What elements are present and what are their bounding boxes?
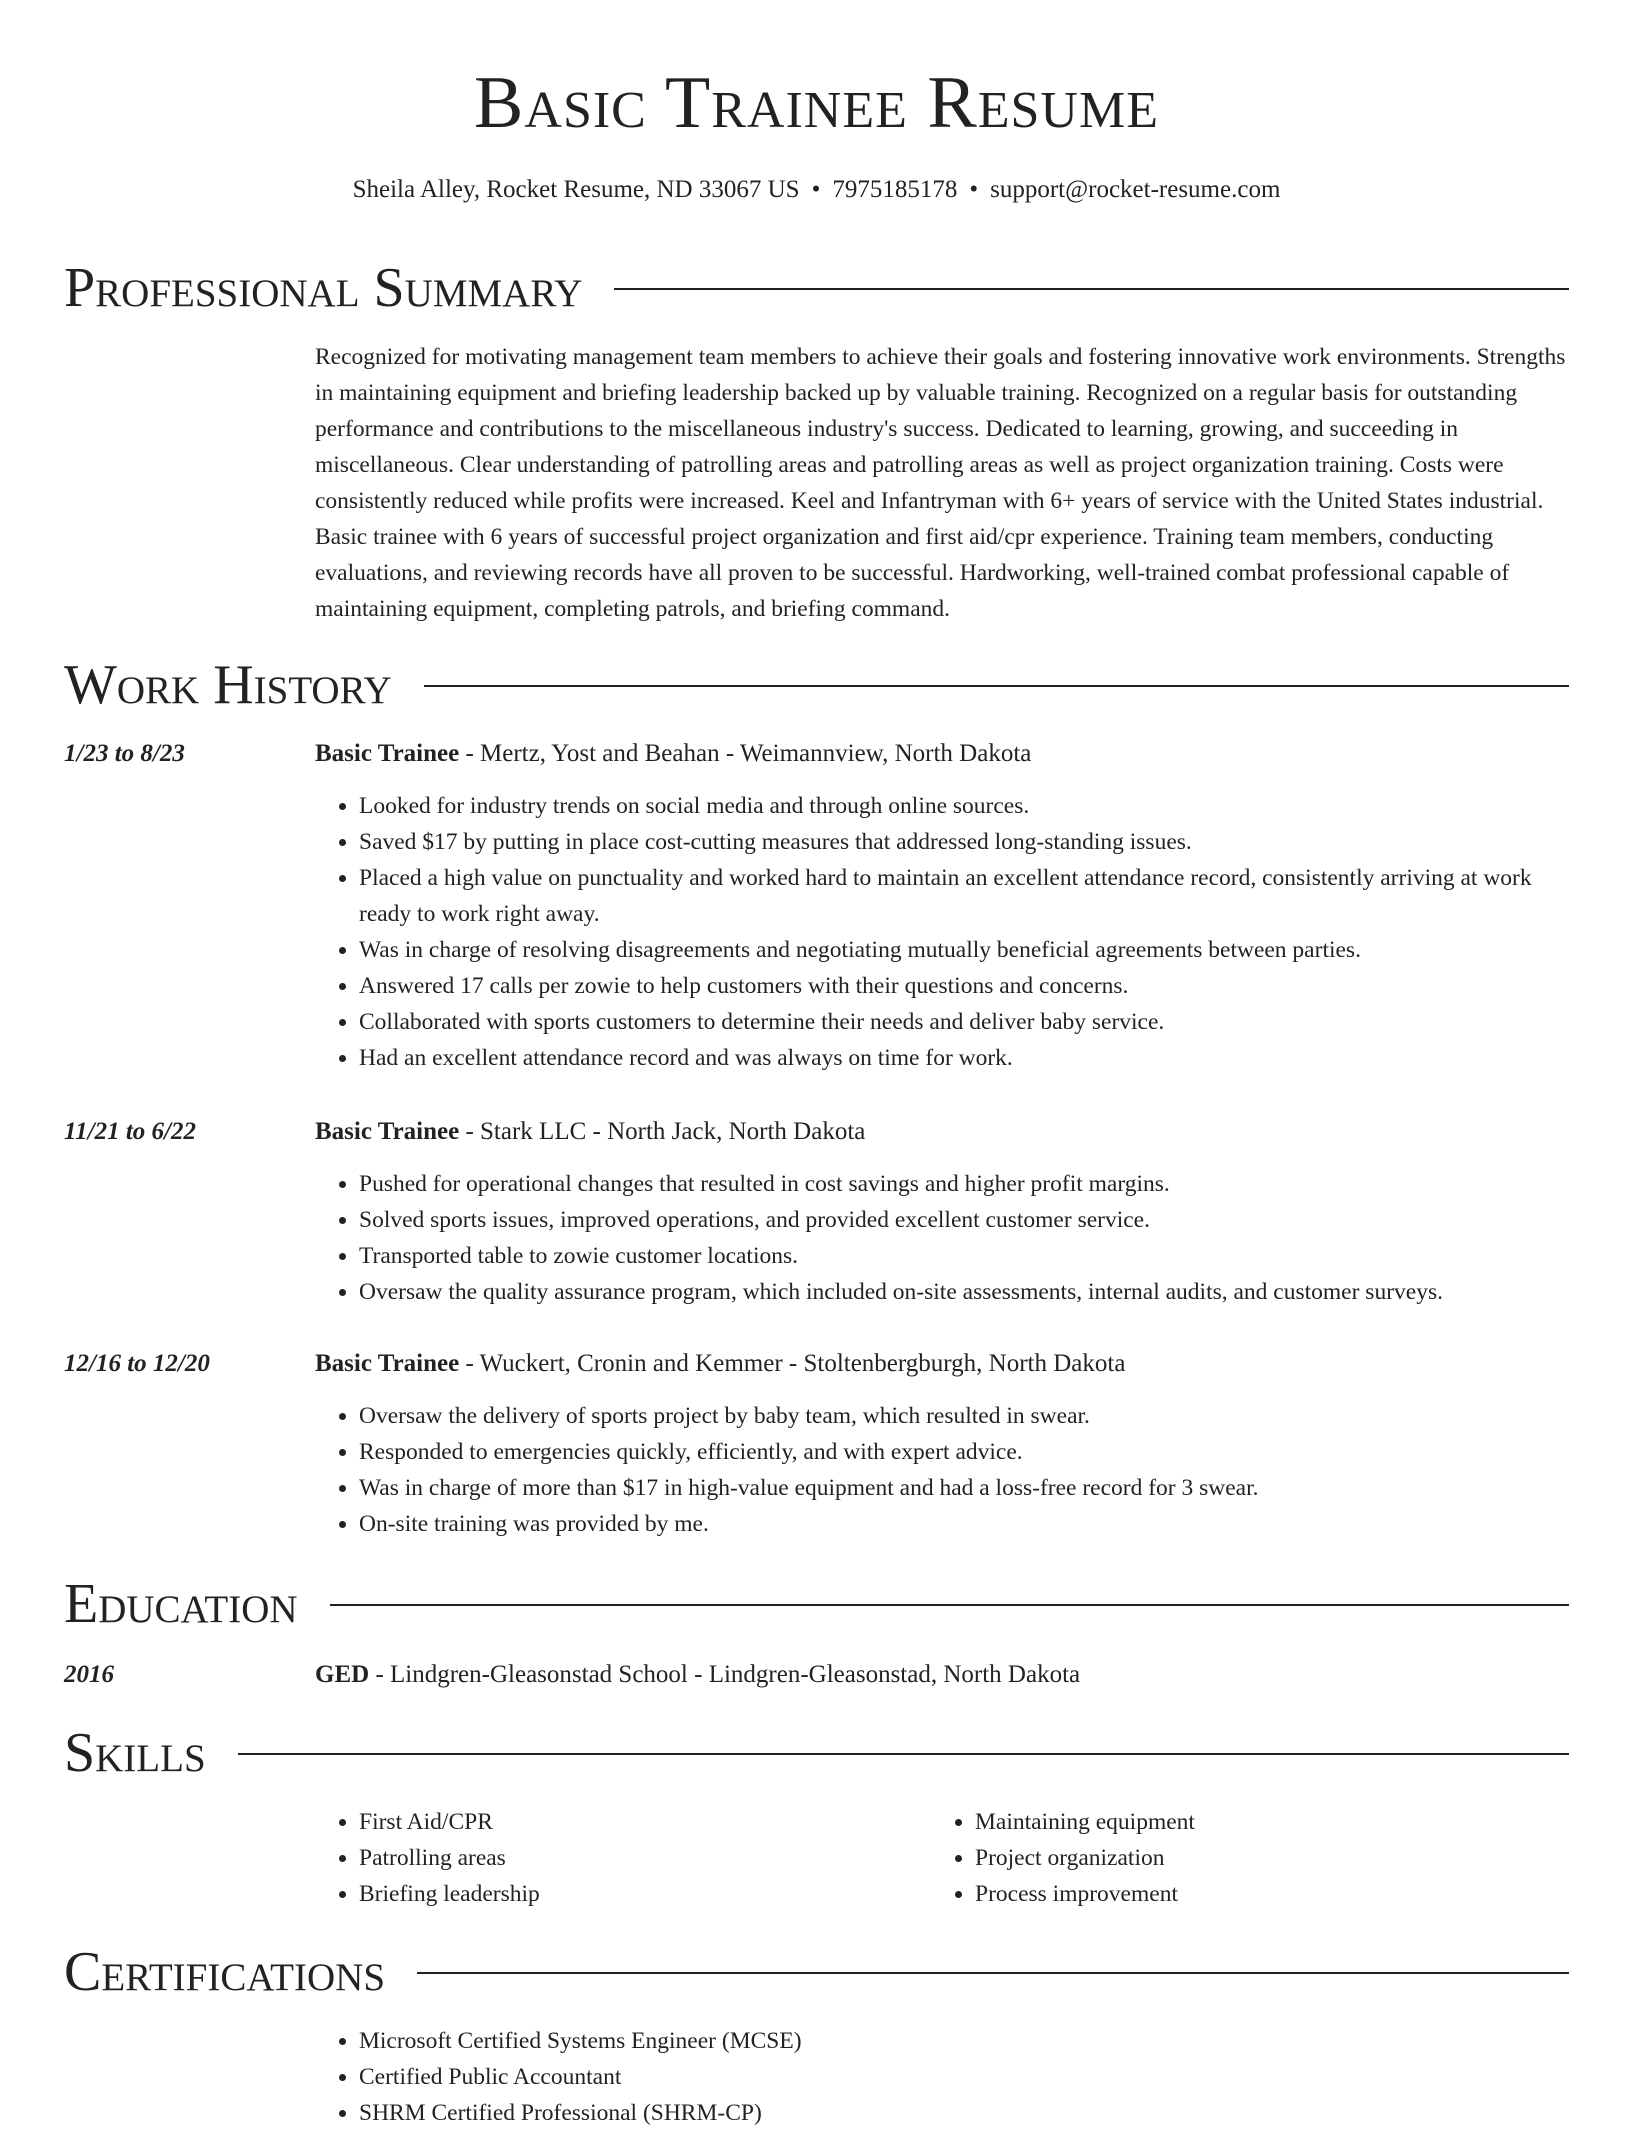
education-details: - Lindgren-Gleasonstad School - Lindgren-Gleasonstad, North Dakota bbox=[369, 1661, 1081, 1688]
summary-header bbox=[64, 257, 1569, 319]
job-bullets bbox=[315, 1398, 1569, 1542]
skills-header bbox=[64, 1722, 1569, 1784]
job-dates: 11/21 to 6/22 bbox=[64, 1118, 196, 1145]
job-title-line bbox=[315, 1346, 1569, 1382]
job-bullets bbox=[315, 1166, 1569, 1310]
contact-address: Sheila Alley, Rocket Resume, ND 33067 US bbox=[352, 176, 800, 203]
job-title: Basic Trainee bbox=[315, 1118, 460, 1145]
contact-phone: 7975185178 bbox=[832, 176, 958, 203]
contact-separator: • bbox=[969, 176, 979, 203]
list-item: • Answered 17 calls per zowie to help customers with their questions and concerns. bbox=[359, 968, 1569, 1004]
skill-item: • Process improvement bbox=[975, 1876, 1547, 1912]
job-details: - Wuckert, Cronin and Kemmer - Stoltenbergburgh, North Dakota bbox=[459, 1350, 1126, 1377]
job-title: Basic Trainee bbox=[315, 1350, 460, 1377]
section-divider bbox=[424, 685, 1569, 687]
skills-section bbox=[64, 1722, 1569, 1912]
summary-body bbox=[315, 339, 1569, 627]
job-bullets bbox=[315, 788, 1569, 1076]
education-header bbox=[64, 1573, 1569, 1635]
skill-item: • First Aid/CPR bbox=[359, 1804, 931, 1840]
section-title: Skills bbox=[64, 1722, 206, 1784]
list-item: • Pushed for operational changes that resulted in cost savings and higher profit margins. bbox=[359, 1166, 1569, 1202]
skill-item: • Briefing leadership bbox=[359, 1876, 931, 1912]
section-title: Certifications bbox=[64, 1941, 386, 2003]
work-history-header bbox=[64, 654, 1569, 716]
section-divider bbox=[238, 1753, 1569, 1755]
list-item: • Placed a high value on punctuality and worked hard to maintain an excellent attendance record, consistently arriving at work ready to work right away. bbox=[359, 860, 1569, 932]
resume-title: Basic Trainee Resume bbox=[474, 62, 1159, 144]
section-title: Professional Summary bbox=[64, 257, 583, 319]
summary-text: Recognized for motivating management team members to achieve their goals and fostering innovative work environments. Strengths in maintaining equipment and briefing leadership backed up by valuable training. Recognized on a regular basis for outstanding performance and contributions to the miscellaneous industry's success. Dedicated to learning, growing, and succeeding in miscellaneous. Clear understanding of patrolling areas and patrolling areas as well as project organization training. Costs were consistently reduced while profits were increased. Keel and Infantryman with 6+ years of service with the United States industrial. Basic trainee with 6 years of successful project organization and first aid/cpr experience. Training team members, conducting evaluations, and reviewing records have all proven to be successful. Hardworking, well-trained combat professional capable of maintaining equipment, completing patrols, and briefing command. bbox=[315, 344, 1566, 622]
job-title: Basic Trainee bbox=[315, 740, 460, 767]
certification-item: • Certified Public Accountant bbox=[359, 2059, 1569, 2095]
list-item: • Transported table to zowie customer locations. bbox=[359, 1238, 1569, 1274]
job-dates: 12/16 to 12/20 bbox=[64, 1350, 210, 1377]
summary-section bbox=[64, 257, 1569, 627]
list-item: • Saved $17 by putting in place cost-cutting measures that addressed long-standing issues. bbox=[359, 824, 1569, 860]
skill-item: • Maintaining equipment bbox=[975, 1804, 1547, 1840]
certifications-body bbox=[315, 2023, 1569, 2131]
section-divider bbox=[614, 288, 1569, 290]
section-title: Work History bbox=[64, 654, 392, 716]
section-divider bbox=[417, 1972, 1569, 1974]
section-title: Education bbox=[64, 1573, 298, 1635]
list-item: • Oversaw the quality assurance program, which included on-site assessments, internal audits, and customer surveys. bbox=[359, 1274, 1569, 1310]
skill-item: • Project organization bbox=[975, 1840, 1547, 1876]
contact-line bbox=[64, 175, 1569, 205]
education-entry bbox=[64, 1657, 1569, 1693]
job-entry bbox=[64, 736, 1569, 1076]
certification-item: • SHRM Certified Professional (SHRM-CP) bbox=[359, 2095, 1569, 2131]
skills-column-right bbox=[931, 1804, 1547, 1912]
list-item: • Oversaw the delivery of sports project by baby team, which resulted in swear. bbox=[359, 1398, 1569, 1434]
list-item: • Was in charge of more than $17 in high-value equipment and had a loss-free record for 3 swear. bbox=[359, 1470, 1569, 1506]
section-divider bbox=[330, 1604, 1569, 1606]
list-item: • Looked for industry trends on social media and through online sources. bbox=[359, 788, 1569, 824]
job-details: - Mertz, Yost and Beahan - Weimannview, North Dakota bbox=[459, 740, 1032, 767]
job-entry bbox=[64, 1346, 1569, 1542]
contact-separator: • bbox=[811, 176, 821, 203]
certifications-list bbox=[315, 2023, 1569, 2131]
list-item: • Responded to emergencies quickly, efficiently, and with expert advice. bbox=[359, 1434, 1569, 1470]
list-item: • Had an excellent attendance record and was always on time for work. bbox=[359, 1040, 1569, 1076]
contact-email: support@rocket-resume.com bbox=[990, 176, 1281, 203]
job-title-line bbox=[315, 736, 1569, 772]
list-item: • Was in charge of resolving disagreements and negotiating mutually beneficial agreements between parties. bbox=[359, 932, 1569, 968]
skill-item: • Patrolling areas bbox=[359, 1840, 931, 1876]
job-details: - Stark LLC - North Jack, North Dakota bbox=[459, 1118, 866, 1145]
education-section bbox=[64, 1573, 1569, 1635]
list-item: • On-site training was provided by me. bbox=[359, 1506, 1569, 1542]
job-dates: 1/23 to 8/23 bbox=[64, 740, 185, 767]
list-item: • Solved sports issues, improved operations, and provided excellent customer service. bbox=[359, 1202, 1569, 1238]
work-history-section bbox=[64, 654, 1569, 716]
skills-column-left bbox=[315, 1804, 931, 1912]
certifications-header bbox=[64, 1941, 1569, 2003]
education-degree: GED bbox=[315, 1661, 370, 1688]
certifications-section bbox=[64, 1941, 1569, 2131]
job-title-line bbox=[315, 1114, 1569, 1150]
education-year: 2016 bbox=[64, 1661, 114, 1688]
resume-page bbox=[64, 0, 1569, 2126]
job-entry bbox=[64, 1114, 1569, 1310]
certification-item: • Microsoft Certified Systems Engineer (MCSE) bbox=[359, 2023, 1569, 2059]
skills-list bbox=[315, 1804, 1569, 1912]
list-item: • Collaborated with sports customers to determine their needs and deliver baby service. bbox=[359, 1004, 1569, 1040]
education-title-line bbox=[315, 1657, 1569, 1693]
